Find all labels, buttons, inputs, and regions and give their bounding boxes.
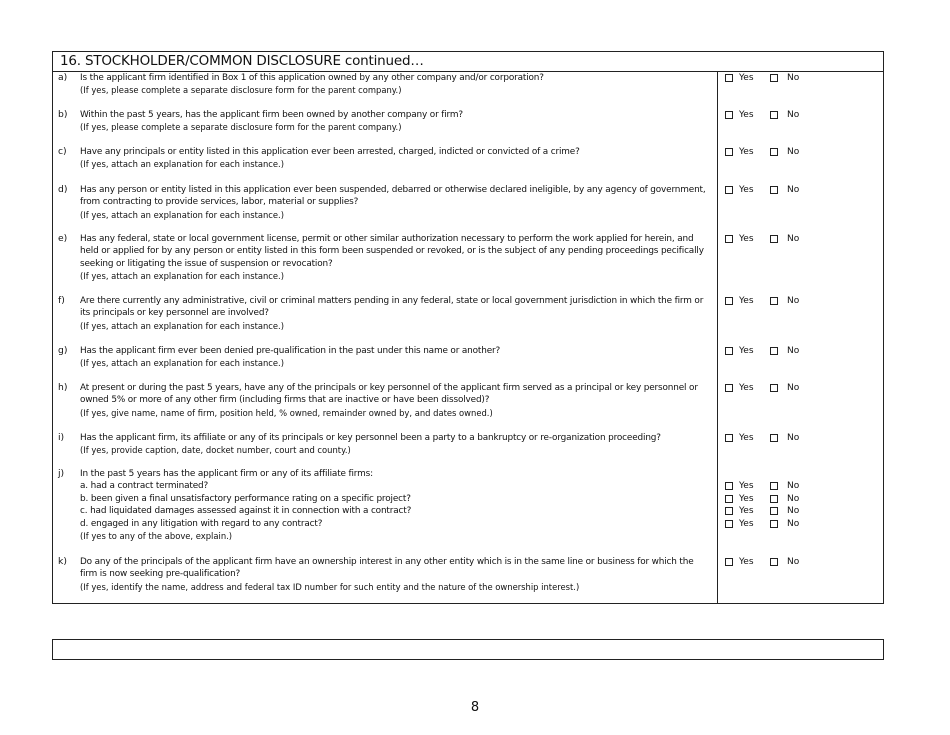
yes-no-group: [725, 184, 835, 196]
yes-label: Yes: [739, 481, 754, 492]
page-number: 8: [470, 700, 480, 715]
yes-no-group: [725, 146, 835, 158]
yes-checkbox[interactable]: [725, 507, 733, 515]
yes-checkbox[interactable]: [725, 384, 733, 392]
no-label: No: [787, 383, 800, 393]
yes-checkbox[interactable]: [725, 235, 733, 243]
sub-item: b. been given a final unsatisfactory performance rating on a specific project?: [80, 493, 411, 504]
no-checkbox[interactable]: [770, 507, 778, 515]
yes-no-group: [725, 345, 835, 357]
yes-checkbox[interactable]: [725, 434, 733, 442]
yes-label: Yes: [739, 73, 754, 83]
yes-no-group: [725, 382, 835, 394]
no-label: No: [787, 518, 800, 529]
question-note: (If yes, please complete a separate disclosure form for the parent company.): [80, 122, 402, 133]
question-line: owned 5% or more of any other firm (including firms that are inactive or have been dissolved)?: [80, 395, 490, 406]
question-letter: f): [58, 295, 65, 306]
yes-label: Yes: [739, 346, 754, 356]
yes-label: Yes: [739, 493, 754, 504]
no-checkbox[interactable]: [770, 495, 778, 503]
question-text: [80, 184, 720, 221]
question-note: (If yes, attach an explanation for each instance.): [80, 271, 284, 282]
yes-checkbox[interactable]: [725, 186, 733, 194]
question-letter: k): [58, 556, 67, 567]
question-letter: j): [58, 468, 65, 479]
yes-no-group: [725, 295, 835, 307]
no-label: No: [787, 110, 800, 120]
no-label: No: [787, 493, 800, 504]
question-text: [80, 382, 720, 419]
yes-no-group: [725, 109, 835, 121]
question-text: [80, 295, 720, 332]
question-line: its principals or key personnel are involved?: [80, 308, 269, 319]
sub-item: d. engaged in any litigation with regard to any contract?: [80, 518, 323, 529]
yes-label: Yes: [739, 234, 754, 244]
no-label: No: [787, 185, 800, 195]
question-note: (If yes, identify the name, address and federal tax ID number for such entity and the nature of the ownership interest.): [80, 581, 580, 592]
no-checkbox[interactable]: [770, 111, 778, 119]
no-label: No: [787, 506, 800, 517]
question-note: (If yes, please complete a separate disclosure form for the parent company.): [80, 85, 402, 96]
question-note: (If yes, give name, name of firm, position held, % owned, remainder owned by, and dates owned.): [80, 407, 493, 418]
yes-label: Yes: [739, 296, 754, 306]
yes-label: Yes: [739, 506, 754, 517]
no-checkbox[interactable]: [770, 482, 778, 490]
question-letter: d): [58, 184, 68, 195]
question-line: from contracting to provide services, labor, material or supplies?: [80, 197, 359, 208]
question-line: Within the past 5 years, has the applicant firm been owned by another company or firm?: [80, 110, 463, 120]
yes-checkbox[interactable]: [725, 495, 733, 503]
question-text: [80, 432, 720, 457]
yes-label: Yes: [739, 557, 754, 567]
no-label: No: [787, 481, 800, 492]
sub-item: c. had liquidated damages assessed against it in connection with a contract?: [80, 506, 412, 517]
yes-checkbox[interactable]: [725, 347, 733, 355]
question-letter: h): [58, 382, 68, 393]
yes-checkbox[interactable]: [725, 520, 733, 528]
yes-label: Yes: [739, 433, 754, 443]
section-title: 16. STOCKHOLDER/COMMON DISCLOSURE continued…: [53, 52, 883, 72]
no-label: No: [787, 346, 800, 356]
yes-no-group: [725, 556, 835, 568]
no-checkbox[interactable]: [770, 520, 778, 528]
yes-label: Yes: [739, 518, 754, 529]
no-checkbox[interactable]: [770, 186, 778, 194]
yes-checkbox[interactable]: [725, 74, 733, 82]
question-line: Do any of the principals of the applicant firm have an ownership interest in any other entity which is in the same line or business for which the: [80, 557, 694, 567]
question-note: (If yes, attach an explanation for each instance.): [80, 358, 284, 369]
no-label: No: [787, 296, 800, 306]
yes-checkbox[interactable]: [725, 111, 733, 119]
no-label: No: [787, 147, 800, 157]
yes-no-group: [725, 432, 835, 444]
question-text: [80, 468, 720, 542]
yes-no-group: [725, 233, 835, 245]
question-note: (If yes, attach an explanation for each instance.): [80, 209, 284, 220]
question-letter: i): [58, 432, 65, 443]
question-line: Has any person or entity listed in this application ever been suspended, debarred or otherwise declared ineligible, by any agency of government,: [80, 185, 706, 195]
empty-text-box[interactable]: [52, 639, 884, 660]
no-checkbox[interactable]: [770, 384, 778, 392]
yes-no-group: [725, 480, 835, 530]
question-line: Has the applicant firm, its affiliate or any of its principals or key personnel been a party to a bankruptcy or re-organization proceeding?: [80, 433, 661, 443]
question-letter: g): [58, 345, 68, 356]
question-line: seeking or litigating the issue of suspension or revocation?: [80, 258, 333, 269]
question-line: Has any federal, state or local government license, permit or other similar authorization necessary to perform the work applied for herein, and: [80, 234, 694, 244]
question-text: [80, 556, 720, 593]
question-line: held or applied for by any person or entity listed in this form been suspended or revoked, or is the subject of any pending proceedings pecifically: [80, 246, 704, 257]
question-note: (If yes, provide caption, date, docket number, court and county.): [80, 445, 351, 456]
no-label: No: [787, 557, 800, 567]
no-label: No: [787, 234, 800, 244]
question-note: (If yes to any of the above, explain.): [80, 531, 233, 542]
no-label: No: [787, 433, 800, 443]
no-checkbox[interactable]: [770, 148, 778, 156]
yes-label: Yes: [739, 185, 754, 195]
question-note: (If yes, attach an explanation for each instance.): [80, 159, 284, 170]
yes-checkbox[interactable]: [725, 297, 733, 305]
no-checkbox[interactable]: [770, 434, 778, 442]
yes-checkbox[interactable]: [725, 482, 733, 490]
no-label: No: [787, 73, 800, 83]
question-line: Are there currently any administrative, civil or criminal matters pending in any federal, state or local government jurisdiction in which the firm or: [80, 296, 704, 306]
question-text: [80, 345, 720, 370]
yes-no-group: [725, 72, 835, 84]
yes-label: Yes: [739, 110, 754, 120]
question-letter: c): [58, 146, 67, 157]
no-checkbox[interactable]: [770, 558, 778, 566]
yes-label: Yes: [739, 147, 754, 157]
question-letter: e): [58, 233, 68, 244]
no-checkbox[interactable]: [770, 347, 778, 355]
question-letter: a): [58, 72, 68, 83]
question-line: firm is now seeking pre-qualification?: [80, 569, 241, 580]
question-line: At present or during the past 5 years, have any of the principals or key personnel of the applicant firm served as a principal or key personnel or: [80, 383, 698, 393]
sub-item: a. had a contract terminated?: [80, 481, 209, 492]
question-letter: b): [58, 109, 68, 120]
question-line: Have any principals or entity listed in this application ever been arrested, charged, indicted or convicted of a crime?: [80, 147, 580, 157]
question-line: Is the applicant firm identified in Box 1 of this application owned by any other company and/or corporation?: [80, 73, 544, 83]
disclosure-form: [52, 51, 884, 604]
question-line: Has the applicant firm ever been denied pre-qualification in the past under this name or another?: [80, 346, 501, 356]
question-note: (If yes, attach an explanation for each instance.): [80, 320, 284, 331]
yes-label: Yes: [739, 383, 754, 393]
no-checkbox[interactable]: [770, 297, 778, 305]
question-text: [80, 109, 720, 134]
question-text: [80, 146, 720, 171]
yes-checkbox[interactable]: [725, 558, 733, 566]
question-text: [80, 233, 720, 283]
no-checkbox[interactable]: [770, 235, 778, 243]
no-checkbox[interactable]: [770, 74, 778, 82]
yes-checkbox[interactable]: [725, 148, 733, 156]
question-text: [80, 72, 720, 97]
question-line: In the past 5 years has the applicant firm or any of its affiliate firms:: [80, 469, 373, 479]
